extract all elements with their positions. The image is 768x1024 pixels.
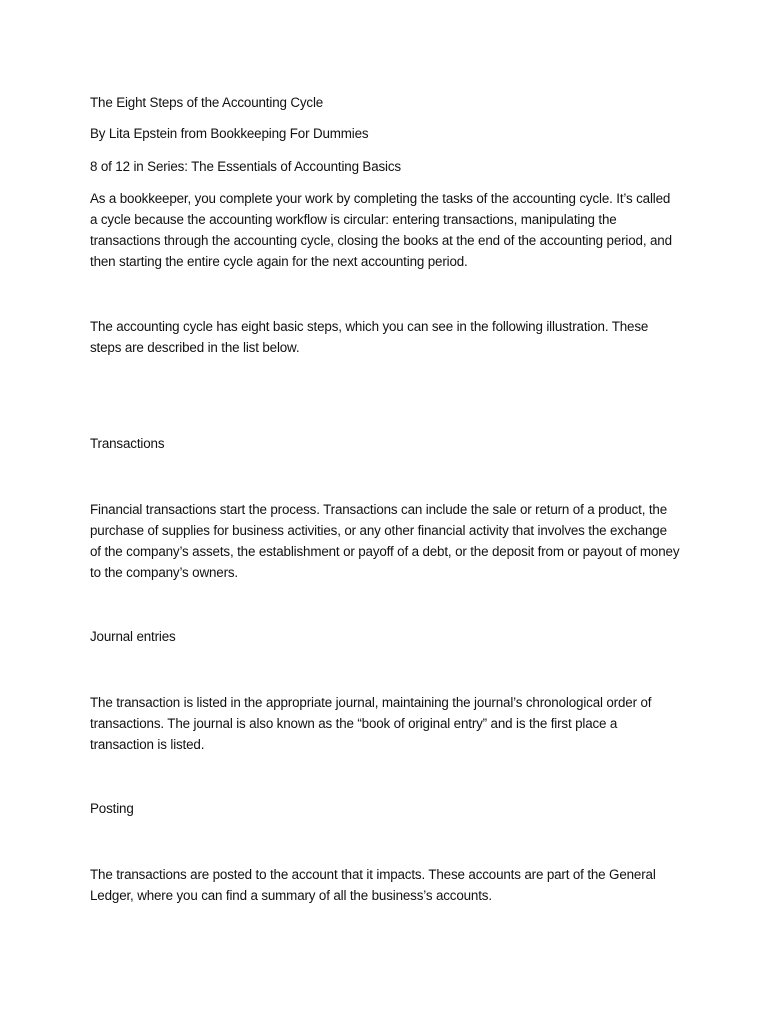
author-byline: By Lita Epstein from Bookkeeping For Dummies [90,126,369,141]
document-title: The Eight Steps of the Accounting Cycle [90,95,324,110]
section-body-posting: The transactions are posted to the account that it impacts. These accounts are part of the General Ledger, where you can find a summary of all the business’s accounts. [90,867,656,903]
section-heading-posting: Posting [90,801,134,816]
section-heading-journal-entries: Journal entries [90,629,176,644]
section-body-transactions: Financial transactions start the process. Transactions can include the sale or return of a product, the purchase of supplies for business activities, or any other financial activity that involves the exchange of the company’s assets, the establishment or payoff of a debt, or the deposit from or payout of money to the company’s owners. [90,502,680,580]
series-info: 8 of 12 in Series: The Essentials of Accounting Basics [90,159,401,174]
section-body-journal-entries: The transaction is listed in the appropriate journal, maintaining the journal’s chronological order of transactions. The journal is also known as the “book of original entry” and is the first place a transaction is listed. [90,695,652,752]
intro-paragraph: As a bookkeeper, you complete your work by completing the tasks of the accounting cycle. It’s called a cycle because the accounting workflow is circular: entering transactions, manipulating the transactions through the accounting cycle, closing the books at the end of the accounting period, and then starting the entire cycle again for the next accounting period. [90,191,672,269]
steps-intro-paragraph: The accounting cycle has eight basic steps, which you can see in the following illustration. These steps are described in the list below. [90,319,649,355]
document-body [90,92,680,906]
section-heading-transactions: Transactions [90,436,165,451]
